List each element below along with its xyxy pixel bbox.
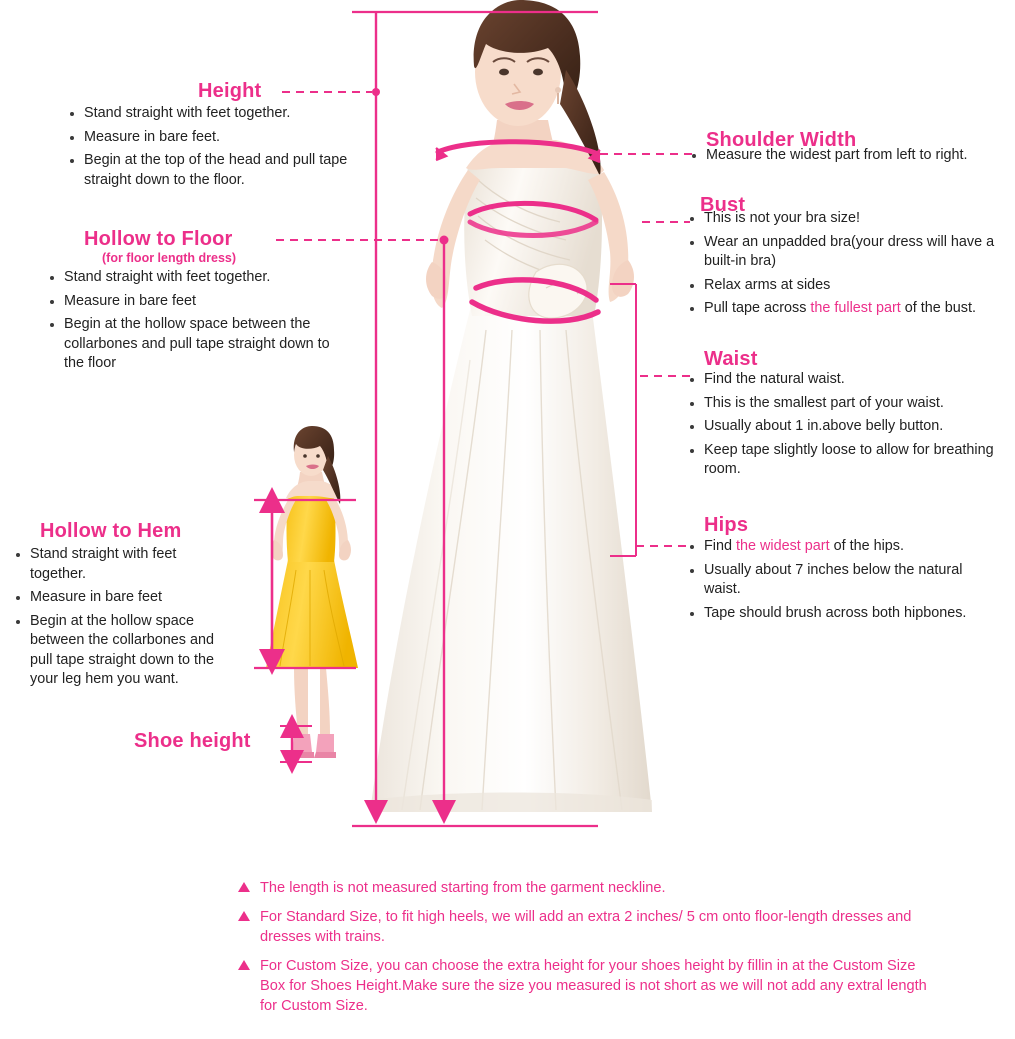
height-bullets bbox=[68, 104, 358, 194]
model-short-dress-illustration bbox=[266, 426, 358, 758]
list-item: Stand straight with feet together. bbox=[68, 104, 358, 124]
list-item: Keep tape slightly loose to allow for breathing room. bbox=[688, 441, 998, 480]
list-item: Begin at the hollow space between the collarbones and pull tape straight down to the floor bbox=[48, 315, 333, 374]
bust-bullets bbox=[688, 209, 1008, 323]
hollow-to-hem-bullets bbox=[14, 545, 226, 694]
footnote-text: The length is not measured starting from the garment neckline. bbox=[260, 880, 666, 896]
list-item: Find the natural waist. bbox=[688, 370, 998, 390]
triangle-bullet-icon bbox=[238, 911, 250, 921]
list-item: Wear an unpadded bra(your dress will have a built-in bra) bbox=[688, 233, 1008, 272]
list-item: This is not your bra size! bbox=[688, 209, 1008, 229]
footnotes bbox=[238, 878, 938, 1025]
height-title: Height bbox=[198, 80, 262, 102]
list-item: Begin at the hollow space between the collarbones and pull tape straight down to the your leg hem you want. bbox=[14, 612, 226, 690]
list-item: Stand straight with feet together. bbox=[48, 268, 333, 288]
hips-bullets bbox=[688, 537, 1000, 627]
list-item: Usually about 1 in.above belly button. bbox=[688, 417, 998, 437]
hips-post: of the hips. bbox=[829, 538, 904, 554]
footnote bbox=[238, 956, 938, 1016]
hips-title: Hips bbox=[704, 514, 749, 536]
model-gown-illustration bbox=[370, 0, 652, 812]
hollow-to-floor-subtitle: (for floor length dress) bbox=[102, 251, 237, 265]
waist-bullets bbox=[688, 370, 998, 484]
shoulder-width-title: Shoulder Width bbox=[706, 129, 857, 151]
waist-title: Waist bbox=[704, 348, 758, 370]
shoulder-width-bullets bbox=[690, 146, 1010, 170]
list-item: Measure in bare feet bbox=[14, 588, 226, 608]
list-item: Usually about 7 inches below the natural waist. bbox=[688, 561, 1000, 600]
footnote bbox=[238, 878, 938, 898]
triangle-bullet-icon bbox=[238, 882, 250, 892]
footnote-text: For Standard Size, to fit high heels, we will add an extra 2 inches/ 5 cm onto floor-length dresses and dresses with trains. bbox=[260, 909, 912, 945]
list-item: Measure in bare feet bbox=[48, 292, 333, 312]
bust-title: Bust bbox=[700, 194, 746, 216]
hips-pre: Find bbox=[704, 538, 736, 554]
hollow-to-floor-title: Hollow to Floor bbox=[84, 228, 233, 250]
footnote bbox=[238, 907, 938, 947]
list-item: Stand straight with feet together. bbox=[14, 545, 226, 584]
list-item: Measure in bare feet. bbox=[68, 128, 358, 148]
list-item: Tape should brush across both hipbones. bbox=[688, 604, 1000, 624]
list-item-highlighted bbox=[688, 537, 1000, 557]
footnote-text: For Custom Size, you can choose the extra height for your shoes height by fillin in at the Custom Size Box for Shoes Height.Make sure the size you measured is not short as we will not add any extral length for Custom Size. bbox=[260, 958, 927, 1014]
list-item: Relax arms at sides bbox=[688, 276, 1008, 296]
triangle-bullet-icon bbox=[238, 960, 250, 970]
hollow-to-floor-bullets bbox=[48, 268, 333, 378]
hips-highlight: the widest part bbox=[736, 538, 830, 554]
bust-post: of the bust. bbox=[900, 300, 976, 316]
list-item: This is the smallest part of your waist. bbox=[688, 394, 998, 414]
bust-highlight: the fullest part bbox=[810, 300, 901, 316]
list-item: Measure the widest part from left to right. bbox=[690, 146, 1010, 166]
list-item-highlighted bbox=[688, 299, 1008, 319]
list-item: Begin at the top of the head and pull tape straight down to the floor. bbox=[68, 151, 358, 190]
shoe-height-title: Shoe height bbox=[134, 730, 251, 752]
bust-pre: Pull tape across bbox=[704, 300, 811, 316]
hollow-to-hem-title: Hollow to Hem bbox=[40, 520, 182, 542]
